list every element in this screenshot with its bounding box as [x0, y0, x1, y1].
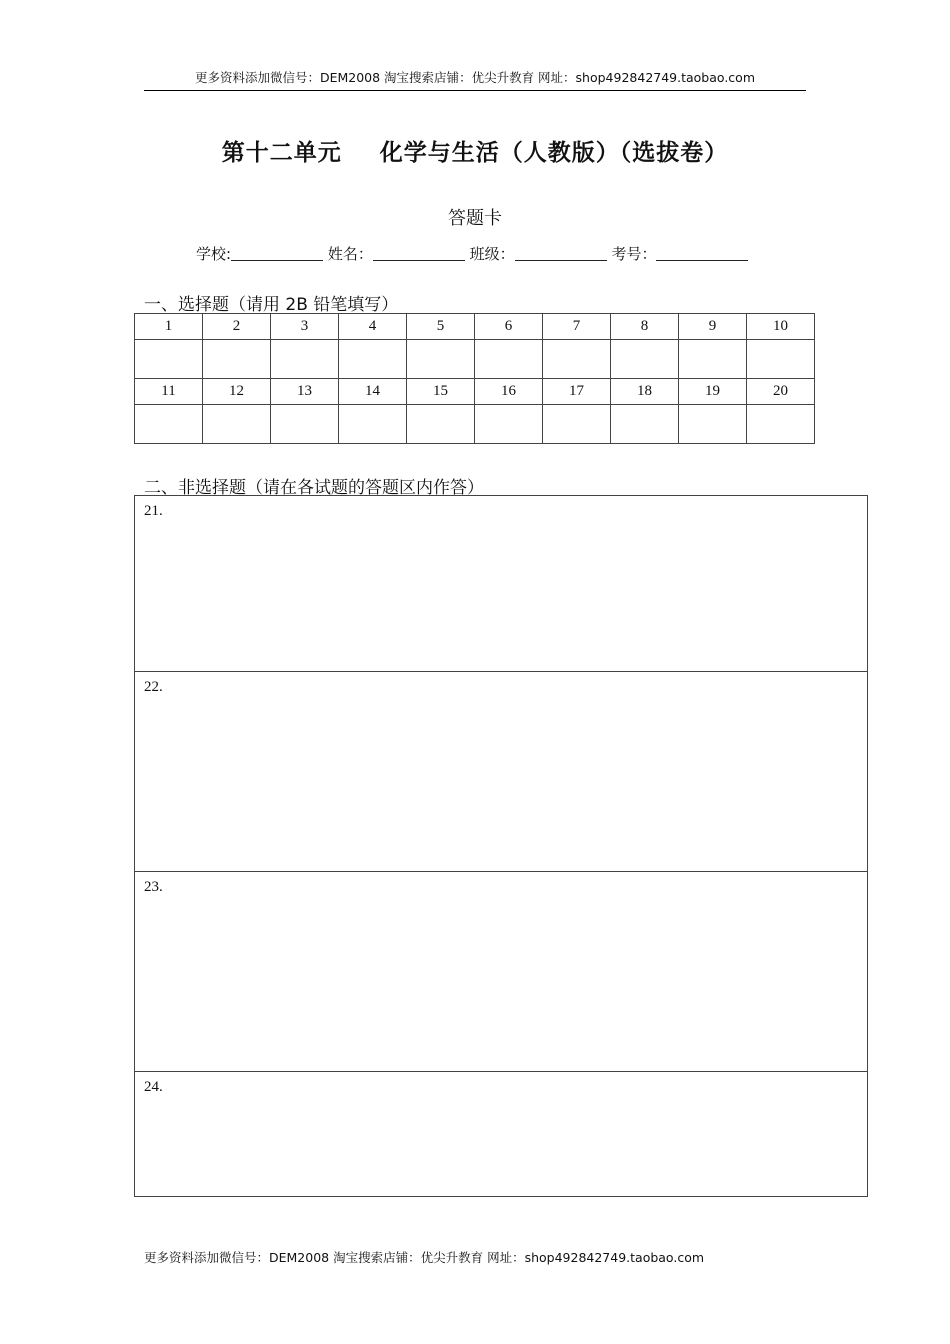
answer-box-23[interactable]	[135, 871, 867, 1071]
answer-cell[interactable]	[611, 405, 679, 444]
question-number: 2	[203, 314, 271, 340]
question-number-row	[135, 379, 815, 405]
question-number: 9	[679, 314, 747, 340]
question-number: 16	[475, 379, 543, 405]
answer-cell[interactable]	[203, 405, 271, 444]
class-field[interactable]	[515, 246, 607, 261]
answer-cell[interactable]	[543, 405, 611, 444]
question-number: 3	[271, 314, 339, 340]
answer-cell[interactable]	[135, 340, 203, 379]
answer-cell[interactable]	[747, 340, 815, 379]
number-label: 考号：	[611, 245, 657, 263]
question-number: 15	[407, 379, 475, 405]
answer-cell[interactable]	[679, 340, 747, 379]
question-number: 7	[543, 314, 611, 340]
answer-cell[interactable]	[339, 340, 407, 379]
question-number: 12	[203, 379, 271, 405]
question-number: 19	[679, 379, 747, 405]
page-footer: 更多资料添加微信号：DEM2008 淘宝搜索店铺：优尖升教育 网址：shop492842749.taobao.com	[144, 1250, 705, 1265]
question-number: 13	[271, 379, 339, 405]
answer-box-21[interactable]	[135, 496, 867, 671]
answer-cell[interactable]	[475, 340, 543, 379]
question-number: 14	[339, 379, 407, 405]
question-number: 6	[475, 314, 543, 340]
section-choice-heading: 一、选择题（请用 2B 铅笔填写）	[144, 295, 399, 315]
school-field[interactable]	[231, 246, 323, 261]
section-free-response-heading: 二、非选择题（请在各试题的答题区内作答）	[144, 478, 484, 498]
class-label: 班级：	[469, 245, 515, 263]
answer-cell[interactable]	[475, 405, 543, 444]
answer-cell[interactable]	[747, 405, 815, 444]
question-number: 5	[407, 314, 475, 340]
question-number: 8	[611, 314, 679, 340]
answer-cell[interactable]	[339, 405, 407, 444]
answer-cell[interactable]	[679, 405, 747, 444]
title-topic: 化学与生活（人教版）（选拔卷）	[379, 140, 729, 166]
number-field[interactable]	[656, 246, 748, 261]
answer-cell[interactable]	[611, 340, 679, 379]
name-label: 姓名：	[327, 245, 373, 263]
answer-cell[interactable]	[135, 405, 203, 444]
answer-card-title: 答题卡	[448, 208, 502, 229]
answer-cell[interactable]	[203, 340, 271, 379]
student-info-line	[196, 243, 748, 264]
answer-cell[interactable]	[271, 340, 339, 379]
question-number: 4	[339, 314, 407, 340]
answer-cell[interactable]	[543, 340, 611, 379]
question-number: 17	[543, 379, 611, 405]
name-field[interactable]	[373, 246, 465, 261]
question-label: 22.	[144, 679, 163, 695]
page-title	[0, 134, 950, 167]
title-unit: 第十二单元	[221, 140, 342, 166]
choice-answer-table	[134, 313, 815, 444]
school-label: 学校:	[196, 245, 232, 263]
page-header: 更多资料添加微信号：DEM2008 淘宝搜索店铺：优尖升教育 网址：shop492842749.taobao.com	[144, 68, 806, 91]
free-response-area	[134, 495, 868, 1197]
question-label: 24.	[144, 1079, 163, 1095]
question-label: 21.	[144, 503, 163, 519]
question-label: 23.	[144, 879, 163, 895]
answer-row	[135, 405, 815, 444]
answer-cell[interactable]	[271, 405, 339, 444]
question-number: 10	[747, 314, 815, 340]
answer-box-22[interactable]	[135, 671, 867, 871]
answer-cell[interactable]	[407, 340, 475, 379]
answer-row	[135, 340, 815, 379]
question-number: 20	[747, 379, 815, 405]
question-number: 18	[611, 379, 679, 405]
answer-box-24[interactable]	[135, 1071, 867, 1196]
question-number: 11	[135, 379, 203, 405]
question-number: 1	[135, 314, 203, 340]
question-number-row	[135, 314, 815, 340]
answer-cell[interactable]	[407, 405, 475, 444]
